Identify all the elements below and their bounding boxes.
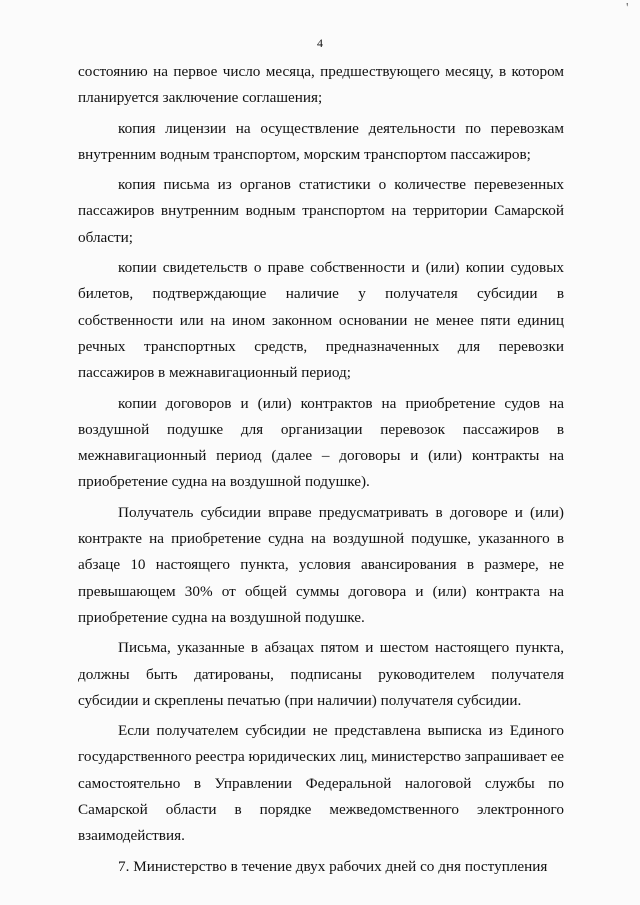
- paragraph-5: копии договоров и (или) контрактов на приобретение судов на воздушной подушке для организации перевозок пассажиров в межнавигационный период (далее – договоры и (или) контракты на приобретение судна на воздушной подушке).: [78, 394, 564, 491]
- paragraph-3: копия письма из органов статистики о количестве перевезенных пассажиров внутренним водным транспортом на территории Самарской области;: [78, 176, 564, 246]
- scan-mark: ': [626, 1, 629, 16]
- paragraph-2: копия лицензии на осуществление деятельности по перевозкам внутренним водным транспортом, морским транспортом пассажиров;: [78, 119, 564, 163]
- paragraph-7: Письма, указанные в абзацах пятом и шестом настоящего пункта, должны быть датированы, подписаны руководителем получателя субсидии и скреплены печатью (при наличии) получателя субсидии.: [78, 639, 564, 709]
- paragraph-1: состоянию на первое число месяца, предшествующего месяцу, в котором планируется заключение соглашения;: [78, 63, 564, 107]
- page-number: 4: [317, 36, 323, 50]
- document-body: [78, 59, 564, 880]
- paragraph-9: 7. Министерство в течение двух рабочих дней со дня поступления: [118, 857, 548, 875]
- paragraph-4: копии свидетельств о праве собственности и (или) копии судовых билетов, подтверждающие наличие у получателя субсидии в собственности или на ином законном основании не менее пяти единиц речных транспортных средств, предназначенных для перевозки пассажиров в межнавигационный период;: [78, 259, 564, 382]
- paragraph-8: Если получателем субсидии не представлена выписка из Единого государственного реестра юридических лиц, министерство запрашивает ее самостоятельно в Управлении Федеральной налоговой службы по Самарской области в порядке межведомственного электронного взаимодействия.: [78, 722, 564, 845]
- paragraph-6: Получатель субсидии вправе предусматривать в договоре и (или) контракте на приобретение судна на воздушной подушке, указанного в абзаце 10 настоящего пункта, условия авансирования в размере, не превышающем 30% от общей суммы договора и (или) контракта на приобретение судна на воздушной подушке.: [78, 503, 564, 626]
